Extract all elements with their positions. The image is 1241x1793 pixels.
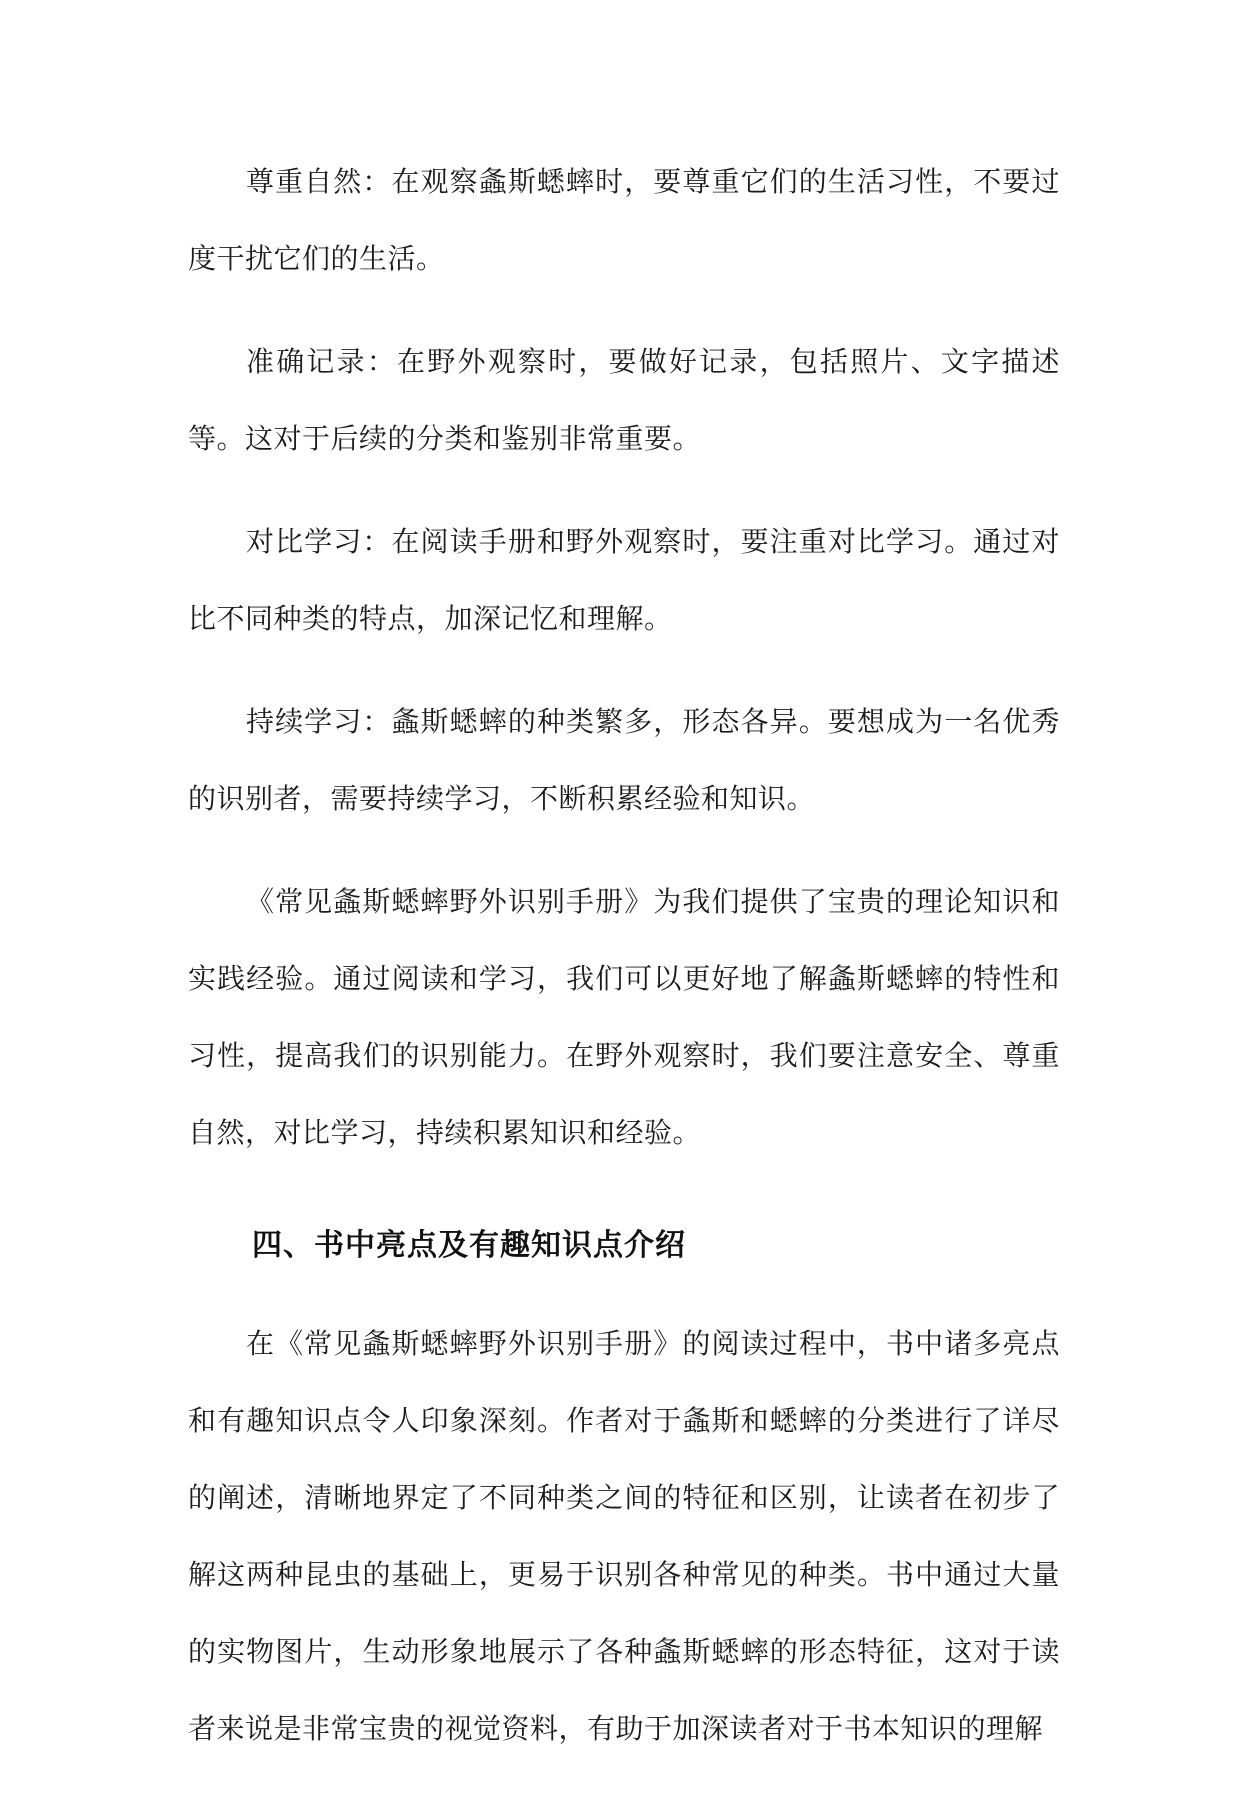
paragraph-continuous-learning: 持续学习：螽斯蟋蟀的种类繁多，形态各异。要想成为一名优秀的识别者，需要持续学习，不断积累经验和知识。 xyxy=(188,705,1060,815)
paragraph-summary: 《常见螽斯蟋蟀野外识别手册》为我们提供了宝贵的理论知识和实践经验。通过阅读和学习，我们可以更好地了解螽斯蟋蟀的特性和习性，提高我们的识别能力。在野外观察时，我们要注意安全、尊重自然，对比学习，持续积累知识和经验。 xyxy=(188,885,1060,1149)
paragraph-respect-nature: 尊重自然：在观察螽斯蟋蟀时，要尊重它们的生活习性，不要过度干扰它们的生活。 xyxy=(188,165,1060,275)
paragraph-comparative-learning: 对比学习：在阅读手册和野外观察时，要注重对比学习。通过对比不同种类的特点，加深记忆和理解。 xyxy=(188,525,1060,635)
document-body xyxy=(188,143,1060,1793)
paragraph-accurate-records: 准确记录：在野外观察时，要做好记录，包括照片、文字描述等。这对于后续的分类和鉴别非常重要。 xyxy=(188,345,1060,455)
section-heading: 四、书中亮点及有趣知识点介绍 xyxy=(252,1228,686,1263)
paragraph-highlights: 在《常见螽斯蟋蟀野外识别手册》的阅读过程中，书中诸多亮点和有趣知识点令人印象深刻。作者对于螽斯和蟋蟀的分类进行了详尽的阐述，清晰地界定了不同种类之间的特征和区别，让读者在初步了解这两种昆虫的基础上，更易于识别各种常见的种类。书中通过大量的实物图片，生动形象地展示了各种螽斯蟋蟀的形态特征，这对于读者来说是非常宝贵的视觉资料，有助于加深读者对于书本知识的理解 xyxy=(188,1327,1060,1745)
